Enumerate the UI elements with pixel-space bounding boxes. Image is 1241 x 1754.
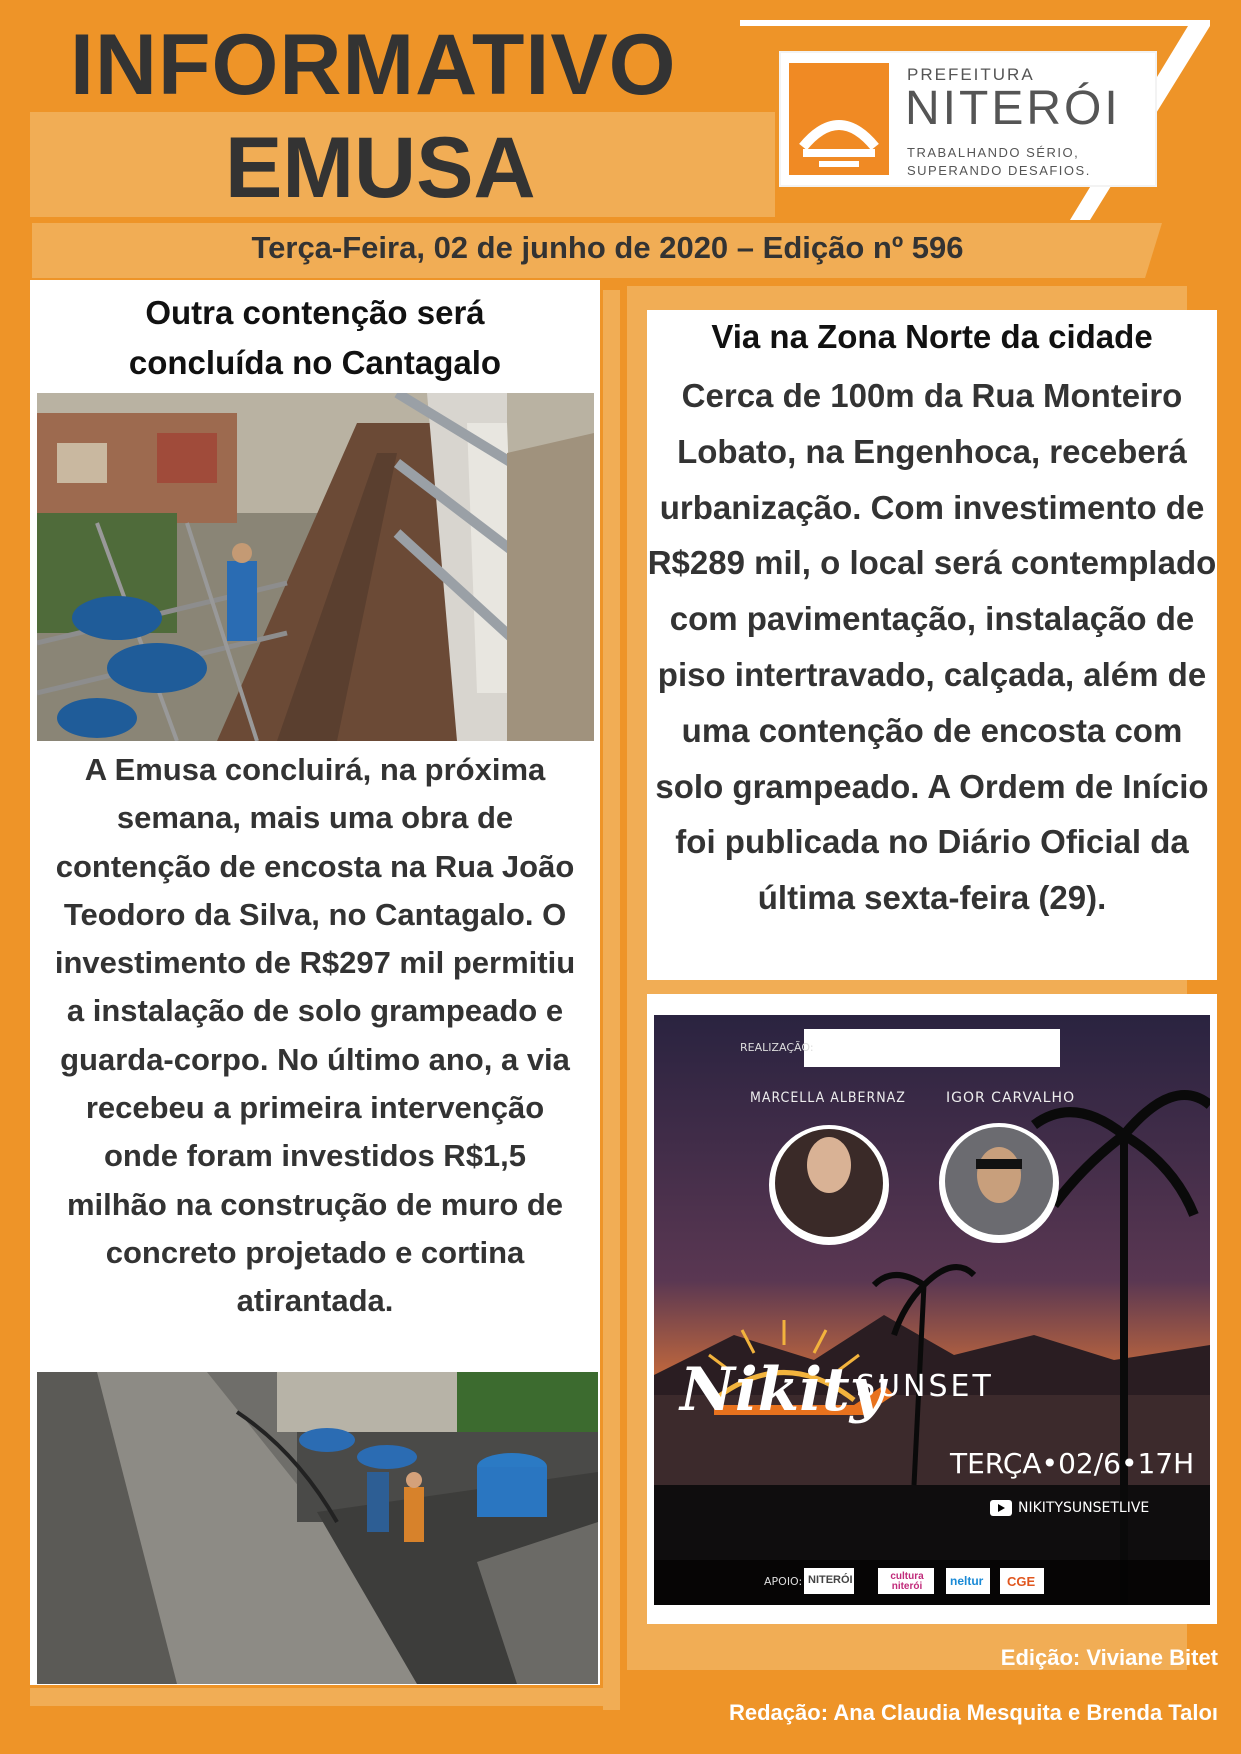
left-column-bottom-stripe xyxy=(30,1688,620,1706)
newsletter-title-line2: EMUSA xyxy=(225,120,536,216)
left-article-body: A Emusa concluirá, na próxima semana, mais uma obra de contenção de encosta na Rua João Teodoro da Silva, no Cantagalo. O investimento de R$297 mil permitiu a instalação de solo grampeado e guarda-corpo. No último ano, a via recebeu a primeira intervenção onde foram investidos R$1,5 milhão na construção de muro de concreto projetado e cortina atirantada. xyxy=(54,752,576,1319)
poster-artist-2: IGOR CARVALHO xyxy=(946,1090,1076,1106)
poster-background xyxy=(654,1015,1210,1605)
newsletter-title-line1: INFORMATIVO xyxy=(70,17,677,113)
poster-date-time: TERÇA•02/6•17H xyxy=(950,1447,1195,1480)
logo-tagline-1: TRABALHANDO SÉRIO, xyxy=(907,145,1080,160)
logo-prefeitura-text: PREFEITURA xyxy=(907,65,1035,84)
poster-sponsor-cge: CGE xyxy=(1007,1574,1036,1589)
right-article-heading: Via na Zona Norte da cidade xyxy=(711,318,1153,355)
poster-sponsor-neltur: neltur xyxy=(950,1574,984,1588)
youtube-icon xyxy=(990,1500,1012,1516)
construction-photo-shotcrete xyxy=(37,1372,598,1684)
right-column-top-stripe xyxy=(627,286,1187,308)
date-edition-line: Terça-Feira, 02 de junho de 2020 – Edição nº 596 xyxy=(251,230,964,265)
construction-photo-guardrail xyxy=(37,393,594,741)
nikity-sunset-poster xyxy=(654,1015,1210,1605)
poster-channel: NIKITYSUNSETLIVE xyxy=(1018,1500,1150,1516)
logo-city-text: NITERÓI xyxy=(905,82,1121,135)
poster-sponsor-cultura: cultura niterói xyxy=(890,1571,924,1592)
credit-writers: Redação: Ana Claudia Mesquita e Brenda Taloı xyxy=(729,1700,1218,1725)
credit-editor: Edição: Viviane Bitet xyxy=(1000,1645,1218,1670)
niteroi-logo-icon xyxy=(789,63,889,175)
poster-sponsor-niteroi: NITERÓI xyxy=(808,1574,853,1586)
poster-artist-1: MARCELLA ALBERNAZ xyxy=(750,1090,906,1106)
left-article-heading xyxy=(30,288,600,388)
prefeitura-niteroi-logo xyxy=(781,53,1155,185)
right-article-body: Cerca de 100m da Rua Monteiro Lobato, na Engenhoca, receberá urbanização. Com investimento de R$289 mil, o local será contemplado com pavimentação, instalação de piso intertravado, calçada, além de uma contenção de encosta com solo grampeado. A Ordem de Início foi publicada no Diário Oficial da última sexta-feira (29). xyxy=(647,377,1217,917)
poster-apoio-label: APOIO: xyxy=(764,1575,803,1588)
left-heading-line1: Outra contenção será xyxy=(145,294,485,331)
logo-tagline-2: SUPERANDO DESAFIOS. xyxy=(907,163,1091,178)
left-heading-line2: concluída no Cantagalo xyxy=(128,344,502,381)
left-column-stripe xyxy=(603,290,620,1710)
poster-realizacao-label: REALIZAÇÃO: xyxy=(740,1041,814,1054)
poster-brand-script: Nikity xyxy=(680,1355,885,1425)
poster-brand-word: SUNSET xyxy=(856,1369,994,1404)
